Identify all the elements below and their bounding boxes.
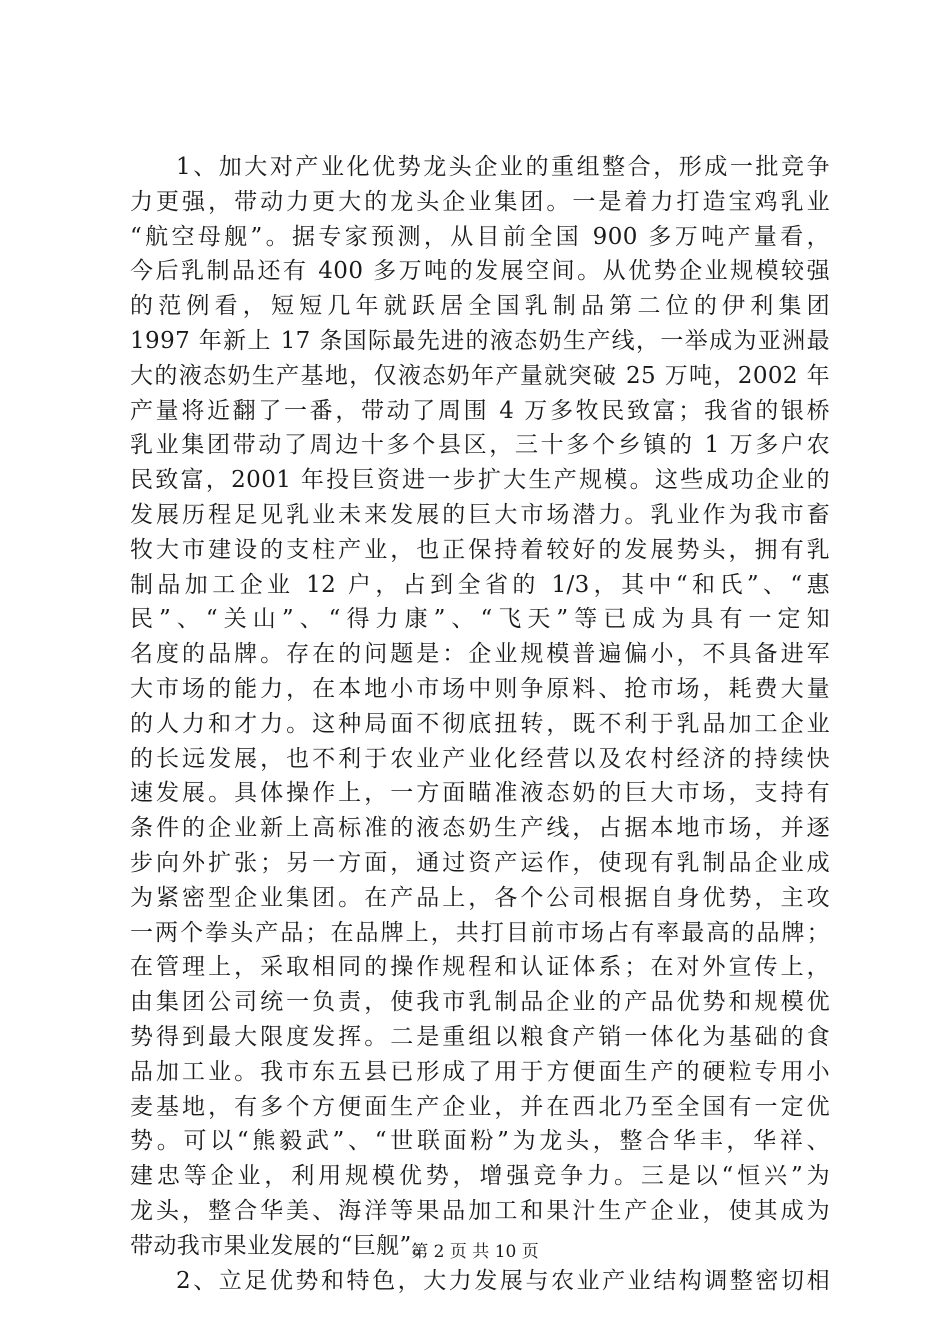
paragraph-1-line: 1、加大对产业化优势龙头企业的重组整合，形成一批竞争 [176,154,830,180]
paragraph-1-line: 势得到最大限度发挥。二是重组以粮食产销一体化为基础的食 [130,1023,830,1050]
paragraph-1-line: 条件的企业新上高标准的液态奶生产线，占据本地市场，并逐 [130,815,830,842]
paragraph-1-line: 的长远发展，也不利于农业产业化经营以及农村经济的持续快 [130,745,830,772]
paragraph-1-line: 产量将近翻了一番，带动了周围 4 万多牧民致富；我省的银桥 [130,397,830,424]
paragraph-1-line: 的人力和才力。这种局面不彻底扭转，既不利于乳品加工企业 [130,710,830,737]
paragraph-1-line: 民致富，2001 年投巨资进一步扩大生产规模。这些成功企业的 [130,467,830,494]
paragraph-1-line: 今后乳制品还有 400 多万吨的发展空间。从优势企业规模较强 [130,258,830,285]
paragraph-1-line: 的范例看，短短几年就跃居全国乳制品第二位的伊利集团 [130,293,830,320]
paragraph-1-line: 力更强，带动力更大的龙头企业集团。一是着力打造宝鸡乳业 [130,188,830,215]
paragraph-1-line: 品加工业。我市东五县已形成了用于方便面生产的硬粒专用小 [130,1058,830,1085]
paragraph-1-line: 势。可以“熊毅武”、“世联面粉”为龙头，整合华丰，华祥、 [130,1128,830,1155]
paragraph-1-line: 麦基地，有多个方便面生产企业，并在西北乃至全国有一定优 [130,1093,830,1120]
paragraph-1-line: 由集团公司统一负责，使我市乳制品企业的产品优势和规模优 [130,989,830,1016]
paragraph-1-line: 一两个拳头产品；在品牌上，共打目前市场占有率最高的品牌； [130,919,830,946]
paragraph-1-line: 牧大市建设的支柱产业，也正保持着较好的发展势头，拥有乳 [130,536,830,563]
paragraph-1-line: 大的液态奶生产基地，仅液态奶年产量就突破 25 万吨，2002 年 [130,362,830,389]
paragraph-1-line: 名度的品牌。存在的问题是：企业规模普遍偏小，不具备进军 [130,641,830,668]
paragraph-1-line: “航空母舰”。据专家预测，从目前全国 900 多万吨产量看， [130,223,830,250]
paragraph-1-line: 大市场的能力，在本地小市场中则争原料、抢市场，耗费大量 [130,675,830,702]
paragraph-1-line: 发展历程足见乳业未来发展的巨大市场潜力。乳业作为我市畜 [130,501,830,528]
body-text [130,150,830,1298]
paragraph-1-line: 速发展。具体操作上，一方面瞄准液态奶的巨大市场，支持有 [130,780,830,807]
paragraph-1-last-line: 带动我市果业发展的“巨舰”。 [130,1232,436,1259]
paragraph-1-line: 民”、“关山”、“得力康”、“飞天”等已成为具有一定知 [130,606,830,633]
paragraph-1-line: 龙头，整合华美、海洋等果品加工和果汁生产企业，使其成为 [130,1197,830,1224]
paragraph-1-line: 制品加工企业 12 户，占到全省的 1/3，其中“和氏”、“惠 [130,571,830,598]
paragraph-1-line: 建忠等企业，利用规模优势，增强竞争力。三是以“恒兴”为 [130,1163,830,1190]
paragraph-1-line: 乳业集团带动了周边十多个县区，三十多个乡镇的 1 万多户农 [130,432,830,459]
paragraph-1-line: 为紧密型企业集团。在产品上，各个公司根据自身优势，主攻 [130,884,830,911]
paragraph-1-line: 步向外扩张；另一方面，通过资产运作，使现有乳制品企业成 [130,849,830,876]
paragraph-2-line: 2、立足优势和特色，大力发展与农业产业结构调整密切相 [176,1267,830,1294]
page-number-footer: 第 2 页 共 10 页 [411,1242,539,1262]
paragraph-1-line: 1997 年新上 17 条国际最先进的液态奶生产线，一举成为亚洲最 [130,327,830,354]
paragraph-1-line: 在管理上，采取相同的操作规程和认证体系；在对外宣传上， [130,954,830,981]
